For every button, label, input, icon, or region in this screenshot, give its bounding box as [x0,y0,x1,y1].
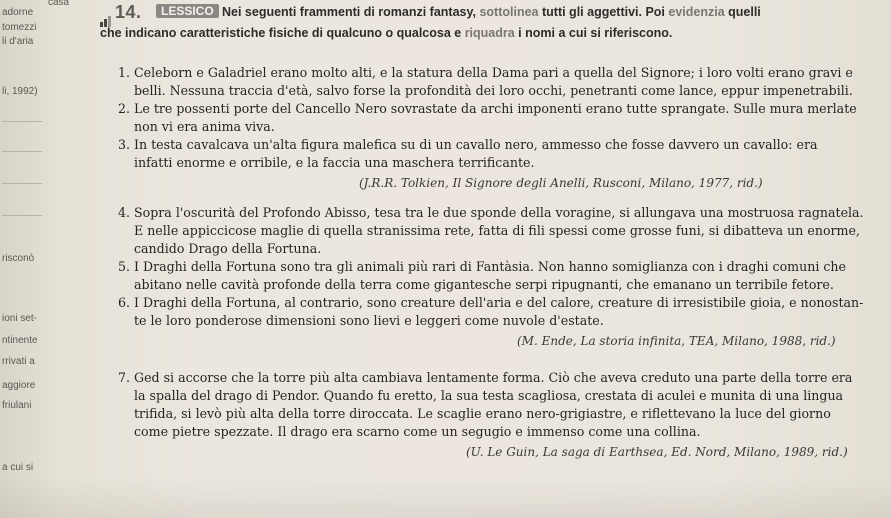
excerpt-line: belli. Nessuna traccia d'età, salvo forse la profondità dei loro occhi, penetranti come lance, eppur impenetrabili. [134,83,853,98]
margin-note: tomezzi [2,22,37,33]
excerpt-line: 7. Ged si accorse che la torre più alta cambiava lentamente forma. Ciò che aveva creduto una parte della torre era [118,370,853,385]
margin-note: li d'aria [2,36,34,47]
excerpt-line: 1. Celeborn e Galadriel erano molto alti, e la statura della Dama pari a quella del Signore; i loro volti erano gravi e [118,65,853,80]
page-shadow [0,478,891,518]
instruction-keyword: sottolinea [479,5,539,19]
margin-rule [2,215,42,216]
excerpt-line: 6. I Draghi della Fortuna, al contrario, sono creature dell'aria e del calore, creature di irresistibile gioia, e nonostan- [118,295,864,310]
margin-note: ntinente [2,335,38,346]
instruction-text: Nei seguenti frammenti di romanzi fantasy, [222,5,480,19]
instruction-keyword: riquadra [464,26,515,40]
excerpt-line: 2. Le tre possenti porte del Cancello Nero sovrastate da archi imponenti erano tutte sprangate. Sulle mura merlate [118,101,857,116]
margin-note: li, 1992) [2,86,38,97]
margin-note: a cui si [2,462,34,473]
excerpt-line: candido Drago della Fortuna. [134,241,322,256]
excerpt-line: 4. Sopra l'oscurità del Profondo Abisso, tesa tra le due sponde della voragine, si allungava una mostruosa ragnatela. [118,205,864,220]
margin-note: risconò [2,253,35,264]
excerpt-line: 3. In testa cavalcava un'alta figura malefica su di un cavallo nero, ammesso che fosse davvero un cavallo: era [118,137,818,152]
instruction-line-1 [222,5,761,19]
source-citation: (U. Le Guin, La saga di Earthsea, Ed. Nord, Milano, 1989, rid.) [466,445,848,459]
margin-note: casa [48,0,70,8]
source-citation: (J.R.R. Tolkien, Il Signore degli Anelli, Rusconi, Milano, 1977, rid.) [359,176,763,190]
exercise-number: 14. [115,2,142,22]
instruction-text: quelli [724,5,761,19]
excerpt-line: 5. I Draghi della Fortuna sono tra gli animali più rari di Fantàsia. Non hanno somiglianza con i draghi comuni che [118,259,846,274]
excerpt-line: te le loro ponderose dimensioni sono lievi e leggeri come nuvole d'estate. [134,313,604,328]
margin-rule [2,183,42,184]
excerpt-line: trifida, si levò più alta della torre diroccata. Le scaglie erano nero-grigiastre, e riflettevano la luce del giorno [134,406,831,421]
margin-note: aggiore [2,380,36,391]
excerpt-line: non vi era anima viva. [134,119,275,134]
instruction-text: che indicano caratteristiche fisiche di qualcuno o qualcosa e [100,26,465,40]
instruction-keyword: evidenzia [668,5,725,19]
instruction-text: tutti gli aggettivi. Poi [538,5,669,19]
difficulty-bars-icon [100,8,112,27]
margin-note: rrivati a [2,356,35,367]
margin-note: adorne [2,7,34,18]
source-citation: (M. Ende, La storia infinita, TEA, Milano, 1988, rid.) [517,334,836,348]
excerpt-line: infatti enorme e orribile, e la faccia una maschera terrificante. [134,155,535,170]
margin-note: friulani [2,400,32,411]
instruction-text: i nomi a cui si riferiscono. [514,26,673,40]
margin-rule [2,121,42,122]
excerpt-line: come pietre spezzate. Il drago era scarno come un segugio e immenso come una collina. [134,424,701,439]
excerpt-line: E nelle appiccicose maglie di quella stranissima rete, fatta di fili spessi come grosse funi, si dibatteva un enorme, [134,223,860,238]
excerpt-line: abitano nelle cavità profonde della terra come gigantesche serpi ripugnanti, che emanano un terribile fetore. [134,277,834,292]
excerpt-line: la spalla del drago di Pendor. Quando fu eretto, la sua testa scagliosa, crestata di aculei e munita di una lingua [134,388,844,403]
exercise-tag: LESSICO [156,4,219,18]
instruction-line-2 [100,26,672,40]
margin-rule [2,151,42,152]
margin-note: ioni set- [2,313,38,324]
